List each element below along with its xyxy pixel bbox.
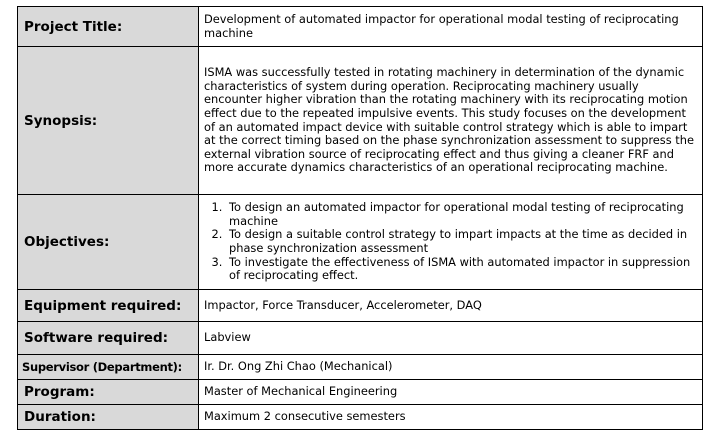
project-title-label: Project Title: — [18, 7, 199, 47]
synopsis-value: ISMA was successfully tested in rotating machinery in determination of the dynamic characteristics of system during operation. Reciprocating machinery usually encounter higher vibration than the rotating machinery with its reciprocating motion effect due to the repeated impulsive events. This study focuses on the development of an automated impact device with suitable control strategy which is able to impart at the correct timing based on the phase synchronization assessment to suppress the external vibration source of reciprocating effect and thus giving a cleaner FRF and more accurate dynamics characteristics of an operational reciprocating machine. — [199, 47, 703, 195]
objective-item: 3. To investigate the effectiveness of ISMA with automated impactor in suppression of reciprocating effect. — [226, 256, 696, 283]
table-row-synopsis — [18, 47, 703, 195]
table-row-equipment — [18, 290, 703, 322]
program-value: Master of Mechanical Engineering — [199, 380, 703, 405]
duration-value: Maximum 2 consecutive semesters — [199, 405, 703, 430]
supervisor-value: Ir. Dr. Ong Zhi Chao (Mechanical) — [199, 355, 703, 380]
table-row-duration — [18, 405, 703, 430]
project-title-value: Development of automated impactor for operational modal testing of reciprocating machine — [199, 7, 703, 47]
software-label: Software required: — [18, 322, 199, 355]
objective-item: 1. To design an automated impactor for operational modal testing of reciprocating machine — [226, 201, 696, 228]
table-row-program — [18, 380, 703, 405]
equipment-value: Impactor, Force Transducer, Accelerometer, DAQ — [199, 290, 703, 322]
objectives-label: Objectives: — [18, 195, 199, 290]
table-row-objectives — [18, 195, 703, 290]
objectives-value — [199, 195, 703, 290]
objectives-list — [204, 201, 696, 283]
project-info-table — [17, 6, 703, 430]
duration-label: Duration: — [18, 405, 199, 430]
synopsis-label: Synopsis: — [18, 47, 199, 195]
objective-item: 2. To design a suitable control strategy to impart impacts at the time as decided in phase synchronization assessment — [226, 228, 696, 255]
equipment-label: Equipment required: — [18, 290, 199, 322]
supervisor-label: Supervisor (Department): — [18, 355, 199, 380]
table-row-project-title — [18, 7, 703, 47]
table-row-supervisor — [18, 355, 703, 380]
program-label: Program: — [18, 380, 199, 405]
table-row-software — [18, 322, 703, 355]
software-value: Labview — [199, 322, 703, 355]
